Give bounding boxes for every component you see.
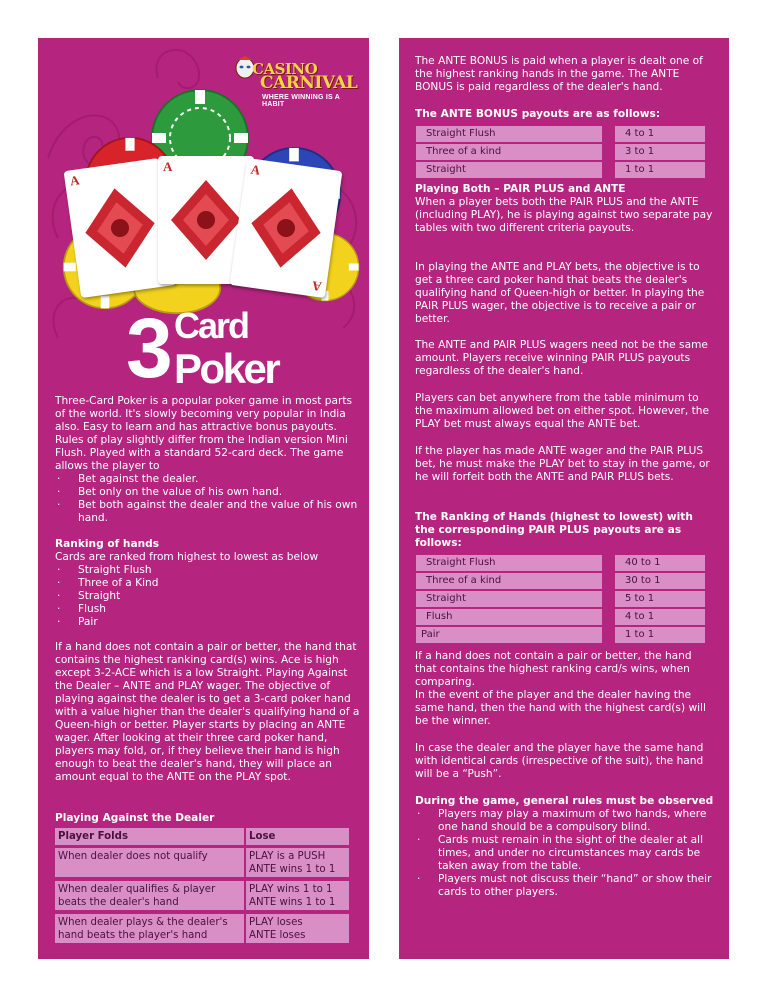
card-rank-bottom: A xyxy=(310,278,323,295)
table-row xyxy=(55,848,349,879)
ranking-heading: Ranking of hands xyxy=(55,538,160,550)
logo-tagline: WHERE WINNING IS A HABIT xyxy=(262,94,340,108)
table-row xyxy=(416,591,705,609)
list-item: · Cards must remain in the sight of the dealer at all times, and under no circumstances may cards be taken away from the table. xyxy=(415,834,715,873)
result-line: ANTE wins 1 to 1 xyxy=(249,897,336,908)
hand-cell: Straight Flush xyxy=(416,126,602,142)
table-row xyxy=(416,573,705,591)
push-paragraph: In case the dealer and the player have the same hand with identical cards (irrespective of the suit), the hand will be a “Push”. xyxy=(415,742,704,780)
hand-cell: Straight xyxy=(416,162,602,178)
table-header-cell: Player Folds xyxy=(55,828,244,845)
payout-cell: 4 to 1 xyxy=(615,609,705,625)
table-row xyxy=(416,627,705,645)
casino-carnival-logo xyxy=(234,56,364,106)
rules-body xyxy=(55,641,360,784)
ante-bonus-intro: The ANTE BONUS is paid when a player is dealt one of the highest ranking hands in the game. The ANTE BONUS is paid regardless of the dealer's hand. xyxy=(415,55,703,93)
pair-plus-table xyxy=(416,555,705,645)
general-rules-section xyxy=(415,795,715,899)
bet-range-paragraph: Players can bet anywhere from the table minimum to the maximum allowed bet on either spot. However, the PLAY bet must always equal the ANTE bet. xyxy=(415,392,710,430)
intro-section xyxy=(55,395,360,525)
payout-cell: 1 to 1 xyxy=(615,627,705,643)
general-rules-list xyxy=(415,808,715,899)
table-cell xyxy=(246,881,349,910)
list-item: · Three of a Kind xyxy=(55,577,360,590)
wager-paragraph: The ANTE and PAIR PLUS wagers need not be the same amount. Players receive winning PAIR PLUS payouts regardless of the dealer's hand. xyxy=(415,339,708,377)
intro-paragraph: Three-Card Poker is a popular poker game in most parts of the world. It's slowly becoming very popular in India also. Easy to learn and has attractive bonus payouts. Rules of play slightly differ from the Indian version Mini Flush. Played with a standard 52-card deck. The game allows the player to xyxy=(55,395,353,472)
table-cell xyxy=(246,848,349,877)
payout-cell: 5 to 1 xyxy=(615,591,705,607)
payout-cell: 40 to 1 xyxy=(615,555,705,571)
diamond-icon xyxy=(80,184,160,273)
table-header-row xyxy=(55,828,349,846)
table-cell: When dealer qualifies & player beats the dealer's hand xyxy=(55,881,244,910)
list-item: · Bet only on the value of his own hand. xyxy=(55,486,360,499)
general-rules-heading: During the game, general rules must be observed xyxy=(415,795,714,807)
intro-bullet-list xyxy=(55,473,360,525)
list-item: · Straight Flush xyxy=(55,564,360,577)
card-rank: A xyxy=(249,161,262,178)
table-row xyxy=(416,555,705,573)
table-row xyxy=(416,126,705,144)
rules-paragraph: If a hand does not contain a pair or better, the hand that contains the highest ranking card(s) wins. Ace is high except 3-2-ACE which is a low Straight. Playing Against the Dealer – ANTE and PLAY wager. The objective of playing against the dealer is to get a 3-card poker hand with a value higher than the dealer's qualifying hand of a Queen-high or better. Player starts by placing an ANTE wager. After looking at their three card poker hand, players may fold, or, if they believe their hand is high enough to beat the dealer's hand, they will place an amount equal to the ANTE on the PLAY spot. xyxy=(55,641,360,783)
high-card-paragraph: If a hand does not contain a pair or better, the hand that contains the highest ranking card/s wins, when comparing. xyxy=(415,650,692,688)
result-line: ANTE loses xyxy=(249,930,306,941)
pair-plus-heading: The Ranking of Hands (highest to lowest) with the corresponding PAIR PLUS payouts are as follows: xyxy=(415,511,693,549)
payout-cell: 4 to 1 xyxy=(615,126,705,142)
logo-casino-text: CASINO xyxy=(252,60,318,78)
ante-bonus-table xyxy=(416,126,705,180)
card-rank: A xyxy=(68,172,81,189)
table-row xyxy=(55,914,349,945)
table-row xyxy=(416,144,705,162)
hand-cell: Straight Flush xyxy=(416,555,602,571)
forfeit-paragraph: If the player has made ANTE wager and the PAIR PLUS bet, he must make the PLAY bet to stay in the game, or he will forfeit both the ANTE and PAIR PLUS bets. xyxy=(415,445,710,483)
payout-cell: 3 to 1 xyxy=(615,144,705,160)
table-cell: When dealer plays & the dealer's hand beats the player's hand xyxy=(55,914,244,943)
right-panel xyxy=(399,38,729,959)
left-panel xyxy=(38,38,369,959)
result-line: PLAY is a PUSH xyxy=(249,851,326,862)
table-row xyxy=(416,609,705,627)
tie-paragraph: In the event of the player and the dealer having the same hand, then the hand with the highest card(s) will be the winner. xyxy=(415,689,706,727)
title-poker-word: Poker xyxy=(174,345,279,392)
card-rank: A xyxy=(163,159,173,174)
playing-against-dealer-table xyxy=(55,828,349,945)
list-item: · Straight xyxy=(55,590,360,603)
result-line: ANTE wins 1 to 1 xyxy=(249,864,336,875)
title-card-word: Card xyxy=(174,305,249,346)
playing-both-heading: Playing Both – PAIR PLUS and ANTE xyxy=(415,183,626,195)
high-card-section xyxy=(415,650,715,728)
playing-heading: Playing Against the Dealer xyxy=(55,812,215,824)
table-header-cell: Lose xyxy=(246,828,349,845)
playing-both-paragraph: When a player bets both the PAIR PLUS and the ANTE (including PLAY), he is playing against two separate pay tables with two different criteria payouts. xyxy=(415,196,713,234)
table-row xyxy=(416,162,705,180)
list-item: · Flush xyxy=(55,603,360,616)
hand-cell: Pair xyxy=(416,627,602,643)
diamond-icon xyxy=(171,180,241,260)
payout-cell: 1 to 1 xyxy=(615,162,705,178)
list-item: · Bet against the dealer. xyxy=(55,473,360,486)
hand-cell: Three of a kind xyxy=(416,573,602,589)
playing-both-section xyxy=(415,183,715,235)
hand-cell: Straight xyxy=(416,591,602,607)
ranking-intro: Cards are ranked from highest to lowest as below xyxy=(55,551,319,563)
title-number: 3 xyxy=(126,301,170,395)
result-line: PLAY wins 1 to 1 xyxy=(249,884,333,895)
ranking-bullet-list xyxy=(55,564,360,629)
list-item: · Bet both against the dealer and the value of his own hand. xyxy=(55,499,360,525)
logo-carnival-text: CARNIVAL xyxy=(260,73,358,93)
ranking-section xyxy=(55,538,360,629)
table-row xyxy=(55,881,349,912)
list-item: · Players may play a maximum of two hands, where one hand should be a compulsory blind. xyxy=(415,808,715,834)
hand-cell: Three of a kind xyxy=(416,144,602,160)
table-cell xyxy=(246,914,349,943)
list-item: · Players must not discuss their “hand” or show their cards to other players. xyxy=(415,873,715,899)
objective-paragraph: In playing the ANTE and PLAY bets, the objective is to get a three card poker hand that beats the dealer's qualifying hand of Queen-high or better. In playing the PAIR PLUS wager, the objective is to receive a pair or better. xyxy=(415,261,705,325)
ace-card-right xyxy=(230,158,343,298)
hand-cell: Flush xyxy=(416,609,602,625)
result-line: PLAY loses xyxy=(249,917,303,928)
ante-bonus-heading: The ANTE BONUS payouts are as follows: xyxy=(415,108,661,120)
list-item: · Pair xyxy=(55,616,360,629)
table-cell: When dealer does not qualify xyxy=(55,848,244,877)
diamond-icon xyxy=(246,184,326,273)
payout-cell: 30 to 1 xyxy=(615,573,705,589)
